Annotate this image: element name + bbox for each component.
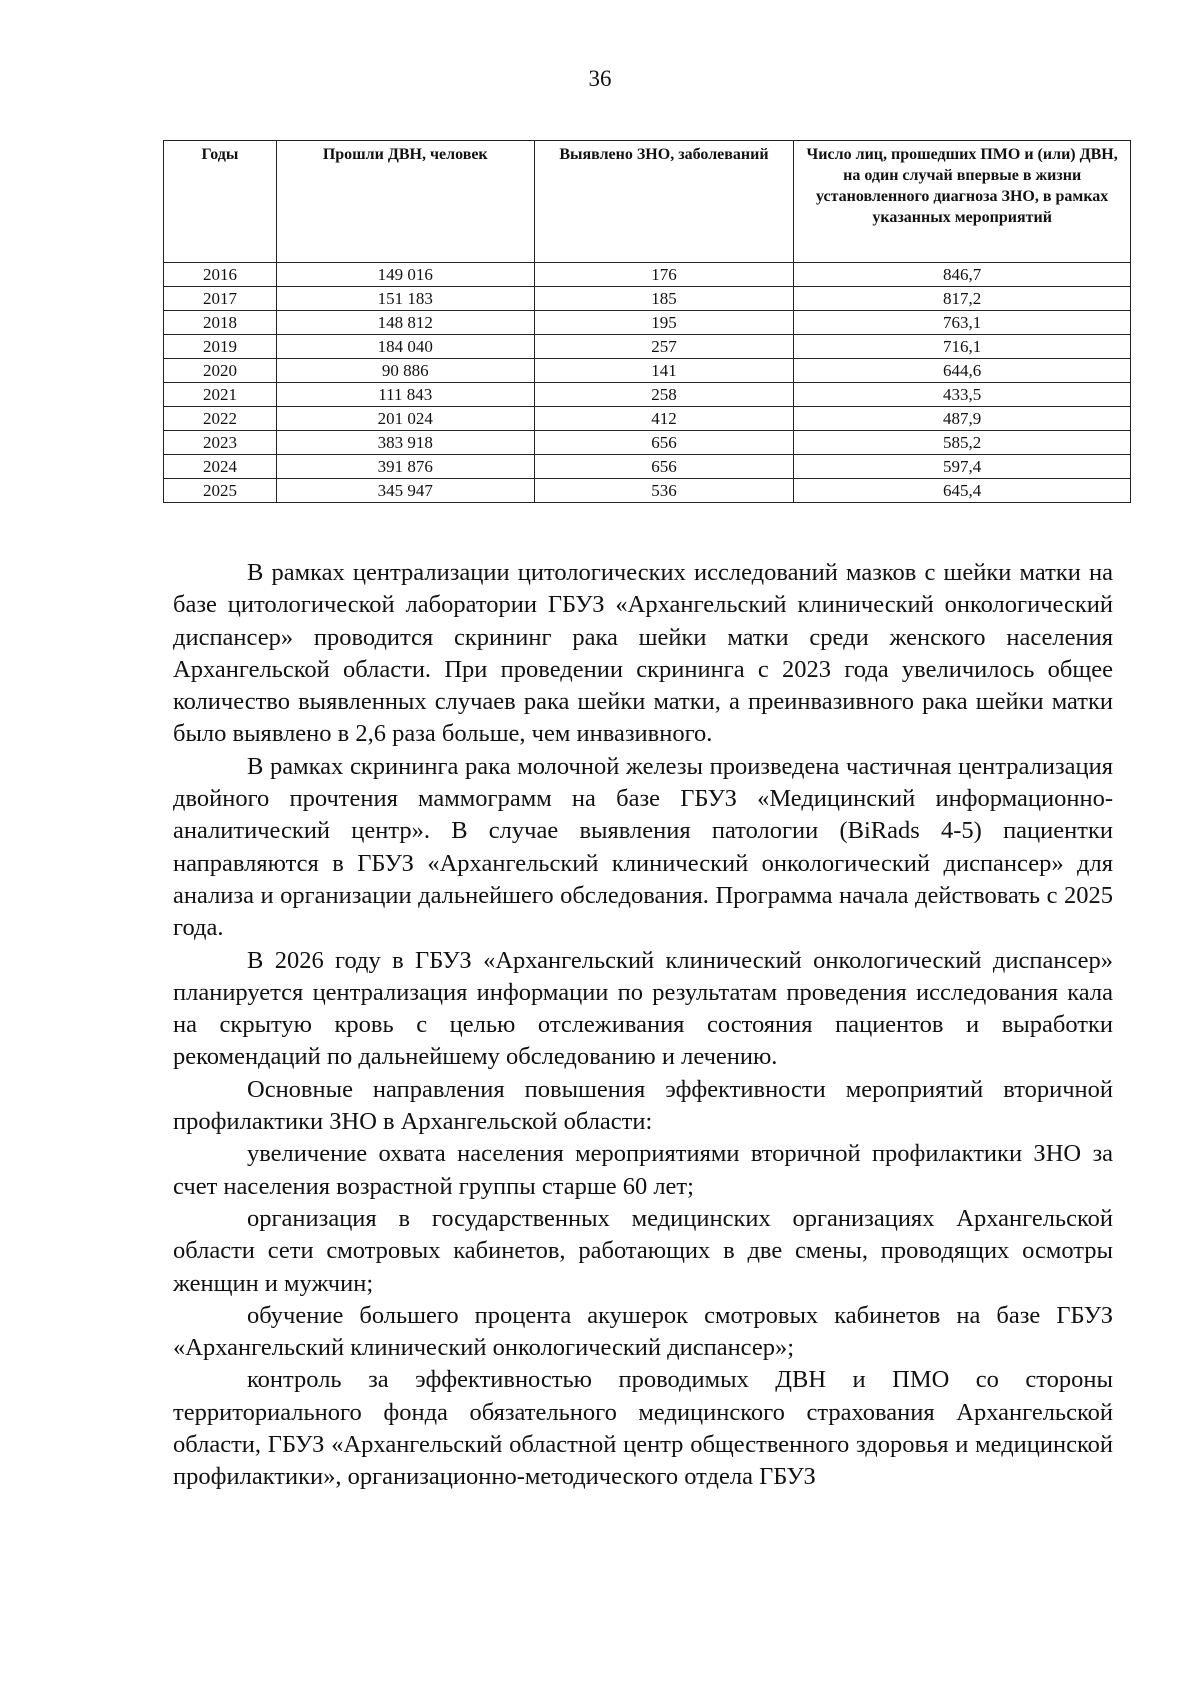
cell-year: 2019: [164, 335, 277, 359]
cell-persons-per-case: 487,9: [794, 407, 1131, 431]
paragraph: организация в государственных медицинских организациях Архангельской области сети смотровых кабинетов, работающих в две смены, проводящих осмотры женщин и мужчин;: [173, 1204, 1113, 1297]
cell-dvn-passed: 149 016: [276, 263, 534, 287]
cell-dvn-passed: 151 183: [276, 287, 534, 311]
cell-persons-per-case: 846,7: [794, 263, 1131, 287]
cell-zno-detected: 195: [534, 311, 794, 335]
header-dvn-passed: Прошли ДВН, человек: [276, 141, 534, 263]
cell-zno-detected: 536: [534, 479, 794, 503]
cell-year: 2018: [164, 311, 277, 335]
cell-year: 2017: [164, 287, 277, 311]
cell-zno-detected: 185: [534, 287, 794, 311]
cell-year: 2024: [164, 455, 277, 479]
cell-year: 2021: [164, 383, 277, 407]
cell-persons-per-case: 433,5: [794, 383, 1131, 407]
cell-dvn-passed: 111 843: [276, 383, 534, 407]
paragraph: В 2026 году в ГБУЗ «Архангельский клинический онкологический диспансер» планируется централизация информации по результатам проведения исследования кала на скрытую кровь с целью отслеживания состояния пациентов и выработки рекомендаций по дальнейшему обследованию и лечению.: [173, 946, 1113, 1071]
paragraph: контроль за эффективностью проводимых ДВН и ПМО со стороны территориального фонда обязательного медицинского страхования Архангельской области, ГБУЗ «Архангельский областной центр общественного здоровья и медицинской профилактики», организационно-методического отдела ГБУЗ: [173, 1366, 1113, 1491]
table-row: [164, 335, 1131, 359]
cell-dvn-passed: 391 876: [276, 455, 534, 479]
cell-dvn-passed: 90 886: [276, 359, 534, 383]
cell-year: 2020: [164, 359, 277, 383]
table-body: [164, 263, 1131, 503]
cell-dvn-passed: 345 947: [276, 479, 534, 503]
paragraph: обучение большего процента акушерок смотровых кабинетов на базе ГБУЗ «Архангельский клинический онкологический диспансер»;: [173, 1301, 1113, 1362]
cell-persons-per-case: 585,2: [794, 431, 1131, 455]
cell-dvn-passed: 383 918: [276, 431, 534, 455]
cell-zno-detected: 412: [534, 407, 794, 431]
cell-dvn-passed: 201 024: [276, 407, 534, 431]
cell-zno-detected: 656: [534, 431, 794, 455]
paragraph: Основные направления повышения эффективности мероприятий вторичной профилактики ЗНО в Архангельской области:: [173, 1075, 1113, 1136]
table-row: [164, 263, 1131, 287]
table-header-row: [164, 141, 1131, 263]
cell-persons-per-case: 817,2: [794, 287, 1131, 311]
paragraph: увеличение охвата населения мероприятиями вторичной профилактики ЗНО за счет населения возрастной группы старше 60 лет;: [173, 1140, 1113, 1200]
cell-zno-detected: 257: [534, 335, 794, 359]
header-persons-per-case: Число лиц, прошедших ПМО и (или) ДВН, на один случай впервые в жизни установленного диагноза ЗНО, в рамках указанных мероприятий: [794, 141, 1131, 263]
cell-persons-per-case: 644,6: [794, 359, 1131, 383]
paragraph: В рамках скрининга рака молочной железы произведена частичная централизация двойного прочтения маммограмм на базе ГБУЗ «Медицинский информационно-аналитический центр». В случае выявления патологии (BiRads 4-5) пациентки направляются в ГБУЗ «Архангельский клинический онкологический диспансер» для анализа и организации дальнейшего обследования. Программа начала действовать с 2025 года.: [173, 752, 1113, 942]
cell-persons-per-case: 763,1: [794, 311, 1131, 335]
cell-year: 2022: [164, 407, 277, 431]
cell-dvn-passed: 148 812: [276, 311, 534, 335]
table-row: [164, 359, 1131, 383]
header-zno-detected: Выявлено ЗНО, заболеваний: [534, 141, 794, 263]
cell-year: 2023: [164, 431, 277, 455]
cell-persons-per-case: 716,1: [794, 335, 1131, 359]
header-years: Годы: [164, 141, 277, 263]
cell-zno-detected: 176: [534, 263, 794, 287]
table-row: [164, 479, 1131, 503]
cell-dvn-passed: 184 040: [276, 335, 534, 359]
cell-persons-per-case: 597,4: [794, 455, 1131, 479]
body-text: [173, 557, 1113, 1494]
paragraph: В рамках централизации цитологических исследований мазков с шейки матки на базе цитологической лаборатории ГБУЗ «Архангельский клинический онкологический диспансер» проводится скрининг рака шейки матки среди женского населения Архангельской области. При проведении скрининга с 2023 года увеличилось общее количество выявленных случаев рака шейки матки, а преинвазивного рака шейки матки было выявлено в 2,6 раза больше, чем инвазивного.: [173, 559, 1113, 748]
table-row: [164, 455, 1131, 479]
screening-table: [163, 140, 1131, 503]
cell-persons-per-case: 645,4: [794, 479, 1131, 503]
cell-zno-detected: 656: [534, 455, 794, 479]
cell-year: 2016: [164, 263, 277, 287]
page-number: 36: [588, 66, 612, 91]
table-row: [164, 383, 1131, 407]
table-row: [164, 287, 1131, 311]
table-row: [164, 431, 1131, 455]
cell-zno-detected: 258: [534, 383, 794, 407]
table-row: [164, 407, 1131, 431]
cell-zno-detected: 141: [534, 359, 794, 383]
cell-year: 2025: [164, 479, 277, 503]
table-row: [164, 311, 1131, 335]
